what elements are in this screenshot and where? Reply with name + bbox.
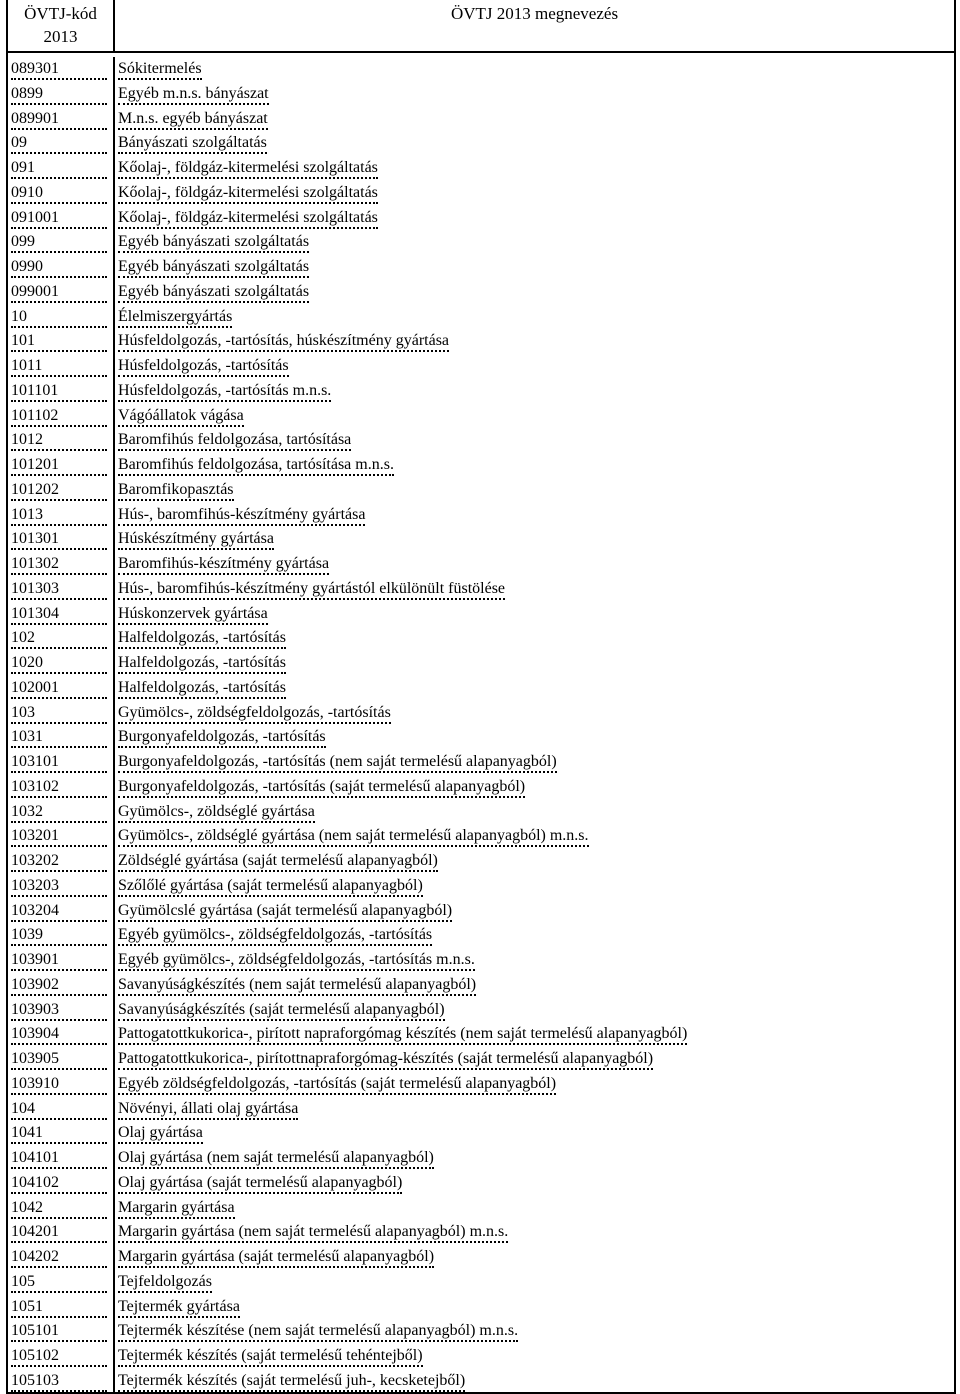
table-row [8,1295,954,1320]
code-text: 1042 [11,1196,107,1219]
code-cell [8,676,115,701]
name-text: Kőolaj-, földgáz-kitermelési szolgáltatás [118,156,378,179]
name-text: Pattogatottkukorica-, pirítottnapraforgómag-készítés (saját termelésű alapanyagból) [118,1047,653,1070]
name-text: Egyéb gyümölcs-, zöldségfeldolgozás, -tartósítás [118,923,432,946]
table-row [8,948,954,973]
code-cell [8,874,115,899]
name-text: M.n.s. egyéb bányászat [118,107,268,130]
name-text: Élelmiszergyártás [118,305,232,328]
table-row [8,824,954,849]
name-cell [115,428,954,453]
code-column-header: ÖVTJ-kód 2013 [8,0,115,51]
code-cell [8,1270,115,1295]
table-row [8,131,954,156]
name-text: Burgonyafeldolgozás, -tartósítás [118,725,326,748]
name-cell [115,503,954,528]
name-cell [115,577,954,602]
code-text: 099001 [11,280,107,303]
name-text: Tejtermék készítés (saját termelésű juh-, kecsketejből) [118,1369,465,1392]
code-cell [8,824,115,849]
name-cell [115,1022,954,1047]
name-cell [115,651,954,676]
table-row [8,181,954,206]
code-cell [8,1319,115,1344]
code-text: 101304 [11,602,107,625]
name-text: Szőlőlé gyártása (saját termelésű alapanyagból) [118,874,423,897]
table-row [8,156,954,181]
name-cell [115,1146,954,1171]
name-cell [115,1270,954,1295]
code-cell [8,527,115,552]
table-row [8,923,954,948]
name-column-header: ÖVTJ 2013 megnevezés [450,4,619,23]
name-cell [115,701,954,726]
code-cell [8,478,115,503]
name-text: Savanyúságkészítés (saját termelésű alapanyagból) [118,998,445,1021]
classification-table [6,0,956,1394]
name-text: Gyümölcs-, zöldségfeldolgozás, -tartósítás [118,701,391,724]
code-text: 102001 [11,676,107,699]
table-row [8,1022,954,1047]
name-cell [115,973,954,998]
name-text: Húskészítmény gyártása [118,527,274,550]
name-cell [115,329,954,354]
code-cell [8,1146,115,1171]
name-text: Tejtermék készítése (nem saját termelésű alapanyagból) m.n.s. [118,1319,518,1342]
code-text: 1011 [11,354,107,377]
name-text: Bányászati szolgáltatás [118,131,267,154]
code-cell [8,1072,115,1097]
code-text: 103904 [11,1022,107,1045]
code-text: 105102 [11,1344,107,1367]
name-cell [115,1369,954,1392]
name-cell [115,1097,954,1122]
table-row [8,255,954,280]
table-row [8,230,954,255]
table-row [8,775,954,800]
code-cell [8,57,115,82]
code-cell [8,206,115,231]
name-cell [115,156,954,181]
name-cell [115,1295,954,1320]
name-cell [115,1121,954,1146]
code-text: 104202 [11,1245,107,1268]
code-cell [8,107,115,132]
code-cell [8,577,115,602]
code-cell [8,899,115,924]
name-cell [115,404,954,429]
name-cell [115,107,954,132]
name-cell [115,1072,954,1097]
table-row [8,57,954,82]
name-text: Margarin gyártása [118,1196,235,1219]
code-text: 101301 [11,527,107,550]
code-cell [8,849,115,874]
code-cell [8,1245,115,1270]
code-text: 091 [11,156,107,179]
name-cell [115,998,954,1023]
name-cell [115,824,954,849]
code-text: 104 [11,1097,107,1120]
code-cell [8,1121,115,1146]
name-cell [115,800,954,825]
code-text: 1012 [11,428,107,451]
table-row [8,899,954,924]
code-cell [8,923,115,948]
name-cell [115,725,954,750]
code-cell [8,131,115,156]
code-text: 091001 [11,206,107,229]
name-text: Halfeldolgozás, -tartósítás [118,651,286,674]
code-text: 102 [11,626,107,649]
table-row [8,651,954,676]
name-text: Margarin gyártása (nem saját termelésű alapanyagból) m.n.s. [118,1220,508,1243]
name-cell [115,305,954,330]
name-cell [115,1047,954,1072]
table-row [8,1196,954,1221]
table-row [8,1319,954,1344]
table-row [8,750,954,775]
name-text: Növényi, állati olaj gyártása [118,1097,298,1120]
code-cell [8,626,115,651]
code-cell [8,602,115,627]
table-row [8,503,954,528]
table-row [8,107,954,132]
code-text: 101201 [11,453,107,476]
code-cell [8,1196,115,1221]
code-cell [8,750,115,775]
code-cell [8,800,115,825]
name-cell [115,899,954,924]
name-text: Baromfihús-készítmény gyártása [118,552,329,575]
table-row [8,676,954,701]
name-cell [115,602,954,627]
name-cell [115,255,954,280]
table-row [8,849,954,874]
code-cell [8,156,115,181]
name-cell [115,874,954,899]
table-row [8,404,954,429]
table-row [8,428,954,453]
name-cell [115,552,954,577]
code-text: 0990 [11,255,107,278]
table-header [6,0,956,53]
name-text: Egyéb zöldségfeldolgozás, -tartósítás (saját termelésű alapanyagból) [118,1072,556,1095]
table-row [8,1121,954,1146]
code-text: 1020 [11,651,107,674]
name-cell [115,527,954,552]
name-cell [115,478,954,503]
table-row [8,453,954,478]
code-cell [8,1295,115,1320]
code-cell [8,82,115,107]
name-text: Gyümölcs-, zöldséglé gyártása [118,800,315,823]
name-cell [115,1245,954,1270]
code-cell [8,1097,115,1122]
code-text: 0910 [11,181,107,204]
name-cell [115,948,954,973]
name-text: Baromfikopasztás [118,478,234,501]
code-text: 103903 [11,998,107,1021]
name-cell [115,1196,954,1221]
code-text: 105101 [11,1319,107,1342]
name-cell [115,1319,954,1344]
table-row [8,973,954,998]
name-text: Húsfeldolgozás, -tartósítás, húskészítmény gyártása [118,329,449,352]
table-row [8,998,954,1023]
name-cell [115,230,954,255]
name-text: Kőolaj-, földgáz-kitermelési szolgáltatás [118,206,378,229]
name-text: Zöldséglé gyártása (saját termelésű alapanyagból) [118,849,438,872]
code-cell [8,379,115,404]
table-body [6,53,956,1394]
name-text: Sókitermelés [118,57,202,80]
table-row [8,1146,954,1171]
code-cell [8,1022,115,1047]
code-text: 1031 [11,725,107,748]
code-cell [8,1171,115,1196]
name-text: Hús-, baromfihús-készítmény gyártása [118,503,365,526]
table-row [8,1047,954,1072]
name-cell [115,354,954,379]
code-text: 103 [11,701,107,724]
code-text: 0899 [11,82,107,105]
name-text: Egyéb bányászati szolgáltatás [118,230,309,253]
name-cell [115,775,954,800]
code-text: 1039 [11,923,107,946]
name-cell [115,82,954,107]
code-text: 103101 [11,750,107,773]
code-cell [8,1047,115,1072]
name-text: Tejfeldolgozás [118,1270,212,1293]
table-row [8,329,954,354]
code-text: 101 [11,329,107,352]
table-row [8,725,954,750]
code-cell [8,1220,115,1245]
code-cell [8,775,115,800]
table-row [8,1344,954,1369]
name-text: Egyéb m.n.s. bányászat [118,82,269,105]
table-row [8,1097,954,1122]
code-text: 103201 [11,824,107,847]
code-text: 1032 [11,800,107,823]
name-cell [115,626,954,651]
code-text: 103910 [11,1072,107,1095]
code-text: 103901 [11,948,107,971]
name-cell [115,1171,954,1196]
code-text: 104101 [11,1146,107,1169]
name-text: Tejtermék készítés (saját termelésű tehéntejből) [118,1344,423,1367]
name-cell [115,1220,954,1245]
code-cell [8,181,115,206]
name-cell [115,453,954,478]
name-text: Húskonzervek gyártása [118,602,268,625]
table-row [8,1245,954,1270]
name-cell [115,923,954,948]
code-text: 1013 [11,503,107,526]
code-cell [8,305,115,330]
name-text: Pattogatottkukorica-, pirított napraforgómag készítés (nem saját termelésű alapanyagból) [118,1022,687,1045]
table-row [8,874,954,899]
name-text: Egyéb bányászati szolgáltatás [118,255,309,278]
name-cell [115,57,954,82]
name-text: Gyümölcs-, zöldséglé gyártása (nem saját termelésű alapanyagból) m.n.s. [118,824,589,847]
name-text: Egyéb bányászati szolgáltatás [118,280,309,303]
name-text: Húsfeldolgozás, -tartósítás [118,354,289,377]
name-text: Hús-, baromfihús-készítmény gyártástól elkülönült füstölése [118,577,505,600]
code-cell [8,404,115,429]
name-text: Halfeldolgozás, -tartósítás [118,626,286,649]
name-text: Halfeldolgozás, -tartósítás [118,676,286,699]
name-text: Savanyúságkészítés (nem saját termelésű alapanyagból) [118,973,476,996]
code-cell [8,973,115,998]
table-row [8,626,954,651]
code-text: 103902 [11,973,107,996]
name-cell [115,131,954,156]
table-row [8,602,954,627]
code-cell [8,948,115,973]
code-cell [8,552,115,577]
code-cell [8,1369,115,1392]
code-text: 089301 [11,57,107,80]
code-text: 10 [11,305,107,328]
code-text: 105 [11,1270,107,1293]
code-cell [8,255,115,280]
code-text: 101302 [11,552,107,575]
code-text: 104201 [11,1220,107,1243]
code-text: 103905 [11,1047,107,1070]
name-cell [115,379,954,404]
code-cell [8,651,115,676]
name-text: Olaj gyártása [118,1121,203,1144]
name-text: Egyéb gyümölcs-, zöldségfeldolgozás, -tartósítás m.n.s. [118,948,475,971]
name-text: Olaj gyártása (saját termelésű alapanyagból) [118,1171,402,1194]
table-row [8,354,954,379]
table-row [8,1171,954,1196]
table-row [8,701,954,726]
code-text: 099 [11,230,107,253]
code-text: 103204 [11,899,107,922]
table-row [8,280,954,305]
table-row [8,800,954,825]
code-cell [8,280,115,305]
code-cell [8,503,115,528]
table-row [8,305,954,330]
code-text: 103102 [11,775,107,798]
name-text: Margarin gyártása (saját termelésű alapanyagból) [118,1245,434,1268]
code-cell [8,428,115,453]
code-cell [8,453,115,478]
name-text: Kőolaj-, földgáz-kitermelési szolgáltatás [118,181,378,204]
name-cell [115,181,954,206]
name-text: Burgonyafeldolgozás, -tartósítás (saját termelésű alapanyagból) [118,775,525,798]
code-text: 09 [11,131,107,154]
code-cell [8,230,115,255]
code-text: 101101 [11,379,107,402]
code-text: 104102 [11,1171,107,1194]
code-text: 101202 [11,478,107,501]
table-row [8,82,954,107]
name-cell [115,206,954,231]
table-row [8,1369,954,1394]
code-cell [8,701,115,726]
code-cell [8,354,115,379]
code-text: 103202 [11,849,107,872]
table-row [8,552,954,577]
name-text: Burgonyafeldolgozás, -tartósítás (nem saját termelésű alapanyagból) [118,750,557,773]
name-text: Gyümölcslé gyártása (saját termelésű alapanyagból) [118,899,452,922]
code-text: 105103 [11,1369,107,1392]
name-text: Olaj gyártása (nem saját termelésű alapanyagból) [118,1146,434,1169]
table-row [8,206,954,231]
name-cell [115,676,954,701]
name-text: Tejtermék gyártása [118,1295,240,1318]
name-text: Húsfeldolgozás, -tartósítás m.n.s. [118,379,331,402]
code-text: 089901 [11,107,107,130]
code-text: 1041 [11,1121,107,1144]
table-row [8,379,954,404]
name-text: Baromfihús feldolgozása, tartósítása [118,428,351,451]
name-cell [115,849,954,874]
table-row [8,478,954,503]
code-text: 101303 [11,577,107,600]
name-text: Baromfihús feldolgozása, tartósítása m.n.s. [118,453,394,476]
code-text: 1051 [11,1295,107,1318]
code-cell [8,725,115,750]
name-cell [115,1344,954,1369]
name-cell [115,750,954,775]
name-text: Vágóállatok vágása [118,404,244,427]
table-row [8,527,954,552]
code-cell [8,998,115,1023]
code-text: 103203 [11,874,107,897]
table-row [8,1072,954,1097]
name-cell [115,280,954,305]
code-cell [8,329,115,354]
table-row [8,1270,954,1295]
code-cell [8,1344,115,1369]
table-row [8,1220,954,1245]
code-text: 101102 [11,404,107,427]
table-row [8,577,954,602]
